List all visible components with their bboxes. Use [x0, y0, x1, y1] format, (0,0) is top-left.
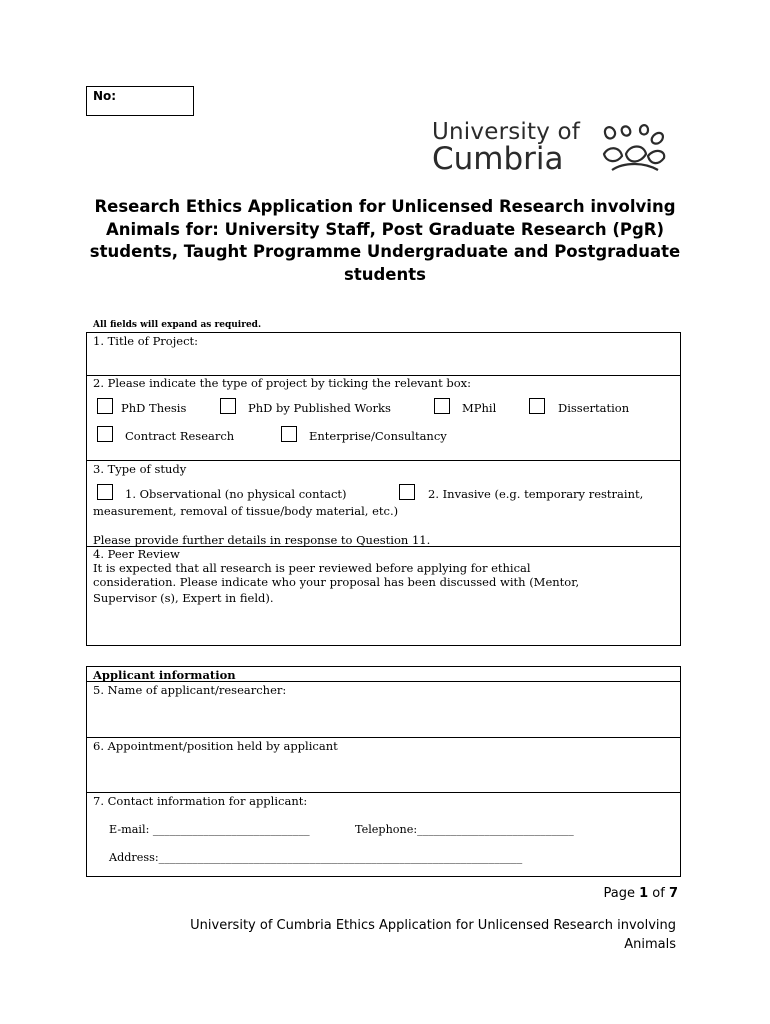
q3-further-details-note: Please provide further details in response to Question 11. — [93, 533, 431, 547]
applicant-info-heading: Applicant information — [93, 668, 236, 682]
invasive-checkbox[interactable] — [399, 484, 415, 500]
mphil-label: MPhil — [462, 401, 497, 415]
enterprise-consultancy-label: Enterprise/Consultancy — [309, 429, 447, 443]
dissertation-checkbox[interactable] — [529, 398, 545, 414]
q7-label: 7. Contact information for applicant: — [93, 794, 308, 808]
q2-label: 2. Please indicate the type of project by ticking the relevant box: — [93, 376, 471, 390]
phd-published-works-label: PhD by Published Works — [248, 401, 391, 415]
q4-text-line1: It is expected that all research is peer reviewed before applying for ethical — [93, 561, 531, 575]
row-divider — [86, 737, 681, 738]
q3-label: 3. Type of study — [93, 462, 187, 476]
university-logo — [432, 120, 668, 180]
applicant-name-field[interactable] — [87, 699, 680, 736]
contract-research-checkbox[interactable] — [97, 426, 113, 442]
applicant-position-field[interactable] — [87, 755, 680, 791]
phd-published-works-checkbox[interactable] — [220, 398, 236, 414]
q4-text-line3: Supervisor (s), Expert in field). — [93, 591, 274, 605]
phd-thesis-checkbox[interactable] — [97, 398, 113, 414]
footer-title-line2: Animals — [624, 937, 676, 952]
fields-expand-note: All fields will expand as required. — [93, 320, 262, 330]
address-field[interactable]: Address:_________________________________________________________________ — [109, 851, 523, 864]
invasive-label-continued: measurement, removal of tissue/body material, etc.) — [93, 504, 399, 518]
page-current: 1 — [639, 886, 649, 901]
email-field[interactable]: E-mail: ____________________________ — [109, 823, 310, 836]
enterprise-consultancy-checkbox[interactable] — [281, 426, 297, 442]
q1-label: 1. Title of Project: — [93, 334, 199, 348]
logo-text-line2: Cumbria — [432, 141, 564, 177]
row-divider — [86, 460, 681, 461]
project-title-field[interactable] — [87, 350, 680, 374]
dissertation-label: Dissertation — [558, 401, 630, 415]
row-divider — [86, 792, 681, 793]
q6-label: 6. Appointment/position held by applicant — [93, 739, 338, 753]
page-total: 7 — [668, 886, 678, 901]
form-number-box[interactable] — [86, 86, 194, 116]
q4-text-line2: consideration. Please indicate who your proposal has been discussed with (Mentor, — [93, 575, 580, 589]
observational-label: 1. Observational (no physical contact) — [125, 487, 347, 501]
page-number — [604, 886, 679, 901]
footer-title-line1: University of Cumbria Ethics Application for Unlicensed Research involving — [190, 918, 676, 933]
phd-thesis-label: PhD Thesis — [121, 401, 187, 415]
observational-checkbox[interactable] — [97, 484, 113, 500]
peer-review-field[interactable] — [87, 606, 680, 644]
q5-label: 5. Name of applicant/researcher: — [93, 683, 287, 697]
telephone-field[interactable]: Telephone:____________________________ — [355, 823, 574, 836]
leaf-emblem-icon — [600, 124, 668, 176]
q4-label: 4. Peer Review — [93, 547, 180, 561]
invasive-label: 2. Invasive (e.g. temporary restraint, — [428, 487, 644, 501]
document-title: Research Ethics Application for Unlicensed Research involving Animals for: University Staff, Post Graduate Research (PgR) students, Taught Programme Undergraduate and Postgraduate students — [89, 197, 681, 284]
logo-text-line1: University of — [432, 119, 581, 145]
footer-document-title — [120, 916, 676, 954]
mphil-checkbox[interactable] — [434, 398, 450, 414]
form-number-label: No: — [93, 89, 117, 103]
contract-research-label: Contract Research — [125, 429, 235, 443]
page-prefix: Page — [603, 886, 640, 901]
page-mid: of — [648, 886, 669, 901]
